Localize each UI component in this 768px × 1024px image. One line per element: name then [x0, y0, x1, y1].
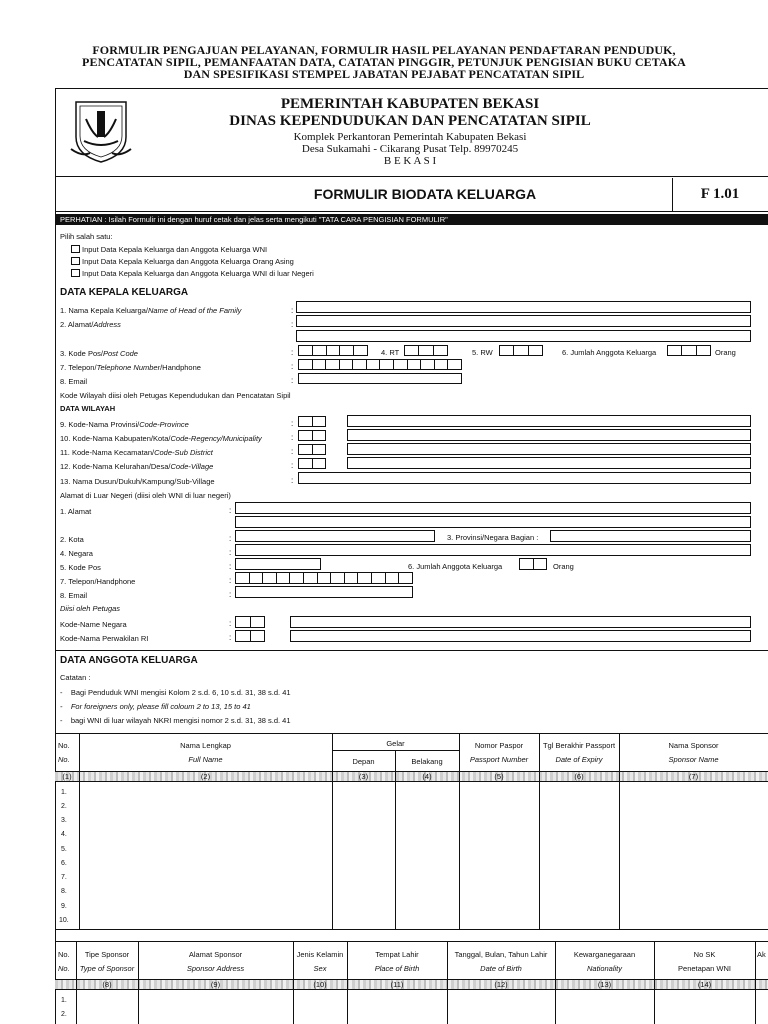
t2-header-jk: Jenis Kelamin — [296, 950, 344, 959]
label-luar-kode-pos: 5. Kode Pos — [60, 563, 101, 572]
t1-header-no-en: No. — [58, 755, 70, 764]
label-jumlah-anggota: 6. Jumlah Anggota Keluarga — [562, 348, 657, 357]
label-rt: 4. RT — [381, 348, 400, 357]
t2-colnum-14: (14) — [697, 980, 712, 989]
label-luar-provinsi: 3. Provinsi/Negara Bagian : — [447, 533, 539, 542]
alamat-input-2[interactable] — [296, 330, 751, 342]
t2-header-alamat-en: Sponsor Address — [186, 964, 245, 973]
kode-kabupaten-input[interactable] — [298, 430, 326, 441]
t1-row-2: 2. — [61, 803, 67, 810]
option-wni-label: Input Data Kepala Keluarga dan Anggota Keluarga WNI — [82, 245, 268, 254]
t1-header-sponsor: Nama Sponsor — [668, 741, 719, 750]
t1-row-10: 10. — [59, 917, 69, 924]
label-diisi-petugas: Diisi oleh Petugas — [60, 604, 121, 613]
option-asing-label: Input Data Kepala Keluarga dan Anggota Keluarga Orang Asing — [82, 257, 294, 266]
catatan-item-1: - Bagi Penduduk WNI mengisi Kolom 2 s.d. 6, 10 s.d. 31, 38 s.d. 41 — [60, 688, 291, 697]
label-luar-orang: Orang — [553, 562, 574, 571]
t2-header-tanggal: Tanggal, Bulan, Tahun Lahir — [454, 950, 548, 959]
t2-header-no: No. — [58, 950, 70, 959]
alamat-input-1[interactable] — [296, 315, 751, 327]
form-frame — [55, 88, 768, 1024]
label-luar-telepon: 7. Telepon/Handphone — [60, 577, 136, 586]
kode-kelurahan-input[interactable] — [298, 458, 326, 469]
t2-header-no-en: No. — [58, 964, 70, 973]
t2-header-jk-en: Sex — [313, 964, 327, 973]
t2-header-tanggal-en: Date of Birth — [480, 964, 522, 973]
t2-header-tempat: Tempat Lahir — [375, 950, 419, 959]
t1-header-depan: Depan — [352, 757, 375, 766]
t1-row-8: 8. — [61, 888, 67, 895]
label-kecamatan: 11. Kode-Nama Kecamatan/Code-Sub District — [60, 448, 213, 457]
nama-provinsi-input[interactable] — [347, 415, 751, 427]
kode-pos-input[interactable] — [298, 345, 368, 356]
catatan-item-3: - bagi WNI di luar wilayah NKRI mengisi nomor 2 s.d. 31, 38 s.d. 41 — [60, 716, 291, 725]
nama-kepala-input[interactable] — [296, 301, 751, 313]
t1-colnum-3: (3) — [358, 772, 369, 781]
agency-address-2: Desa Sukamahi - Cikarang Pusat Telp. 89970245 — [301, 143, 519, 155]
nama-kelurahan-input[interactable] — [347, 457, 751, 469]
section-anggota-keluarga: DATA ANGGOTA KELUARGA — [60, 655, 198, 666]
t1-header-no: No. — [58, 741, 70, 750]
kode-perwakilan-input[interactable] — [235, 630, 265, 642]
t1-colnum-6: (6) — [574, 772, 584, 781]
rt-input[interactable] — [404, 345, 448, 356]
section-luar-negeri: Alamat di Luar Negeri (diisi oleh WNI di luar negeri) — [60, 491, 231, 500]
agency-name-1: PEMERINTAH KABUPATEN BEKASI — [280, 96, 540, 112]
label-alamat: 2. Alamat/Address — [60, 320, 121, 329]
luar-negara-input[interactable] — [235, 544, 751, 556]
t2-header-tipe: Tipe Sponsor — [84, 950, 130, 959]
t2-colnum-10: (10) — [313, 980, 327, 989]
agency-city: B E K A S I — [383, 155, 437, 167]
luar-alamat-input-2[interactable] — [235, 516, 751, 528]
t1-header-paspor: Nomor Paspor — [474, 741, 524, 750]
notice-text: PERHATIAN : Isilah Formulir ini dengan huruf cetak dan jelas serta mengikuti "TATA CARA PENGISIAN FORMULIR" — [60, 215, 448, 224]
t2-row-1: 1. — [61, 997, 67, 1004]
section-wilayah: DATA WILAYAH — [60, 404, 116, 413]
luar-kota-input[interactable] — [235, 530, 435, 542]
catatan-label: Catatan : — [60, 673, 91, 682]
t2-header-warga: Kewarganegaraan — [573, 950, 636, 959]
nama-kecamatan-input[interactable] — [347, 443, 751, 455]
label-rw: 5. RW — [472, 348, 493, 357]
header-line-3: DAN SPESIFIKASI STEMPEL JABATAN PEJABAT PENCATATAN SIPIL — [183, 67, 585, 81]
kode-negara-input[interactable] — [235, 616, 265, 628]
label-luar-jumlah: 6. Jumlah Anggota Keluarga — [408, 562, 503, 571]
rw-input[interactable] — [499, 345, 543, 356]
label-luar-alamat: 1. Alamat — [60, 507, 92, 516]
t2-header-sk-2: Penetapan WNI — [678, 964, 731, 973]
bekasi-logo — [70, 99, 132, 165]
t2-header-tipe-en: Type of Sponsor — [79, 964, 135, 973]
label-provinsi: 9. Kode-Nama Provinsi/Code-Province — [60, 420, 189, 429]
luar-alamat-input-1[interactable] — [235, 502, 751, 514]
t1-row-6: 6. — [61, 860, 67, 867]
t1-row-9: 9. — [61, 903, 67, 910]
label-orang: Orang — [715, 348, 736, 357]
t1-row-1: 1. — [61, 789, 67, 796]
t2-colnum-9: (9) — [210, 980, 221, 989]
t2-header-tempat-en: Place of Birth — [374, 964, 420, 973]
form-title: FORMULIR BIODATA KELUARGA — [313, 186, 537, 202]
t1-header-paspor-en: Passport Number — [469, 755, 529, 764]
label-dusun: 13. Nama Dusun/Dukuh/Kampung/Sub-Village — [60, 477, 215, 486]
t2-colnum-11: (11) — [390, 980, 404, 989]
telepon-input[interactable] — [298, 359, 462, 370]
label-luar-kota: 2. Kota — [60, 535, 84, 544]
t1-header-tgl-en: Date of Expiry — [555, 755, 603, 764]
label-kabupaten: 10. Kode-Nama Kabupaten/Kota/Code-Regency/Municipality — [60, 434, 262, 443]
t1-colnum-4: (4) — [422, 772, 432, 781]
t1-header-belakang: Belakang — [411, 757, 443, 766]
t1-row-3: 3. — [61, 817, 67, 824]
luar-telepon-input[interactable] — [235, 572, 413, 584]
nama-perwakilan-input[interactable] — [290, 630, 751, 642]
luar-kode-pos-input[interactable] — [235, 558, 321, 570]
agency-address-1: Komplek Perkantoran Pemerintah Kabupaten Bekasi — [293, 131, 527, 143]
t2-header-warga-en: Nationality — [586, 964, 623, 973]
nama-negara-input[interactable] — [290, 616, 751, 628]
t1-row-5: 5. — [61, 846, 67, 853]
t1-colnum-2: (2) — [200, 772, 211, 781]
t1-colnum-7: (7) — [688, 772, 699, 781]
choice-prompt: Pilih salah satu: — [60, 232, 113, 241]
luar-jumlah-input[interactable] — [519, 558, 547, 570]
option-asing-checkbox[interactable] — [71, 257, 80, 265]
t1-header-gelar: Gelar — [386, 739, 405, 748]
t1-colnum-5: (5) — [494, 772, 504, 781]
option-wni-checkbox[interactable] — [71, 245, 80, 253]
form-code: F 1.01 — [700, 186, 740, 202]
section-kepala-keluarga: DATA KEPALA KELUARGA — [60, 287, 189, 298]
t2-colnum-13: (13) — [597, 980, 612, 989]
luar-provinsi-input[interactable] — [550, 530, 751, 542]
luar-email-input[interactable] — [235, 586, 413, 598]
t2-header-alamat: Alamat Sponsor — [188, 950, 243, 959]
label-kode-negara: Kode-Name Negara — [60, 620, 127, 629]
jumlah-anggota-input[interactable] — [667, 345, 711, 356]
t1-header-tgl: Tgl Berakhir Passport — [542, 741, 616, 750]
catatan-item-2: - For foreigners only, please fill coloum 2 to 13, 15 to 41 — [60, 702, 251, 711]
label-email: 8. Email — [60, 377, 88, 386]
kode-kecamatan-input[interactable] — [298, 444, 326, 455]
dusun-input[interactable] — [298, 472, 751, 484]
email-input[interactable] — [298, 373, 462, 384]
option-luar-negeri-label: Input Data Kepala Keluarga dan Anggota Keluarga WNI di luar Negeri — [82, 269, 314, 278]
t2-header-extra: Ak — [757, 950, 766, 959]
kode-wilayah-note: Kode Wilayah diisi oleh Petugas Kependudukan dan Pencatatan Sipil — [60, 391, 291, 400]
t2-header-sk: No SK — [693, 950, 716, 959]
t1-row-4: 4. — [61, 831, 67, 838]
t1-header-nama: Nama Lengkap — [180, 741, 231, 750]
t1-colnum-1: (1) — [62, 772, 72, 781]
t2-row-2: 2. — [61, 1011, 67, 1018]
label-telepon: 7. Telepon/Telephone Number/Handphone — [60, 363, 201, 372]
header-line-1: FORMULIR PENGAJUAN PELAYANAN, FORMULIR HASIL PELAYANAN PENDAFTARAN PENDUDUK, — [92, 43, 676, 57]
option-luar-negeri-checkbox[interactable] — [71, 269, 80, 277]
t2-colnum-12: (12) — [494, 980, 508, 989]
t2-colnum-8: (8) — [102, 980, 112, 989]
header-line-2: PENCATATAN SIPIL, PEMANFAATAN DATA, CATATAN PINGGIR, PETUNJUK PENGISIAN BUKU CETAKA — [82, 55, 686, 69]
t1-row-7: 7. — [61, 874, 67, 881]
t1-header-sponsor-en: Sponsor Name — [668, 755, 719, 764]
label-luar-negara: 4. Negara — [60, 549, 93, 558]
label-kelurahan: 12. Kode-Nama Kelurahan/Desa/Code-Village — [60, 462, 214, 471]
agency-name-2: DINAS KEPENDUDUKAN DAN PENCATATAN SIPIL — [229, 113, 591, 129]
label-luar-email: 8. Email — [60, 591, 88, 600]
nama-kabupaten-input[interactable] — [347, 429, 751, 441]
kode-provinsi-input[interactable] — [298, 416, 326, 427]
label-nama-kepala: 1. Nama Kepala Keluarga/Name of Head of the Family — [60, 306, 242, 315]
label-kode-pos: 3. Kode Pos/Post Code — [60, 349, 138, 358]
t1-header-nama-en: Full Name — [188, 755, 223, 764]
label-perwakilan: Kode-Nama Perwakilan RI — [60, 634, 149, 643]
